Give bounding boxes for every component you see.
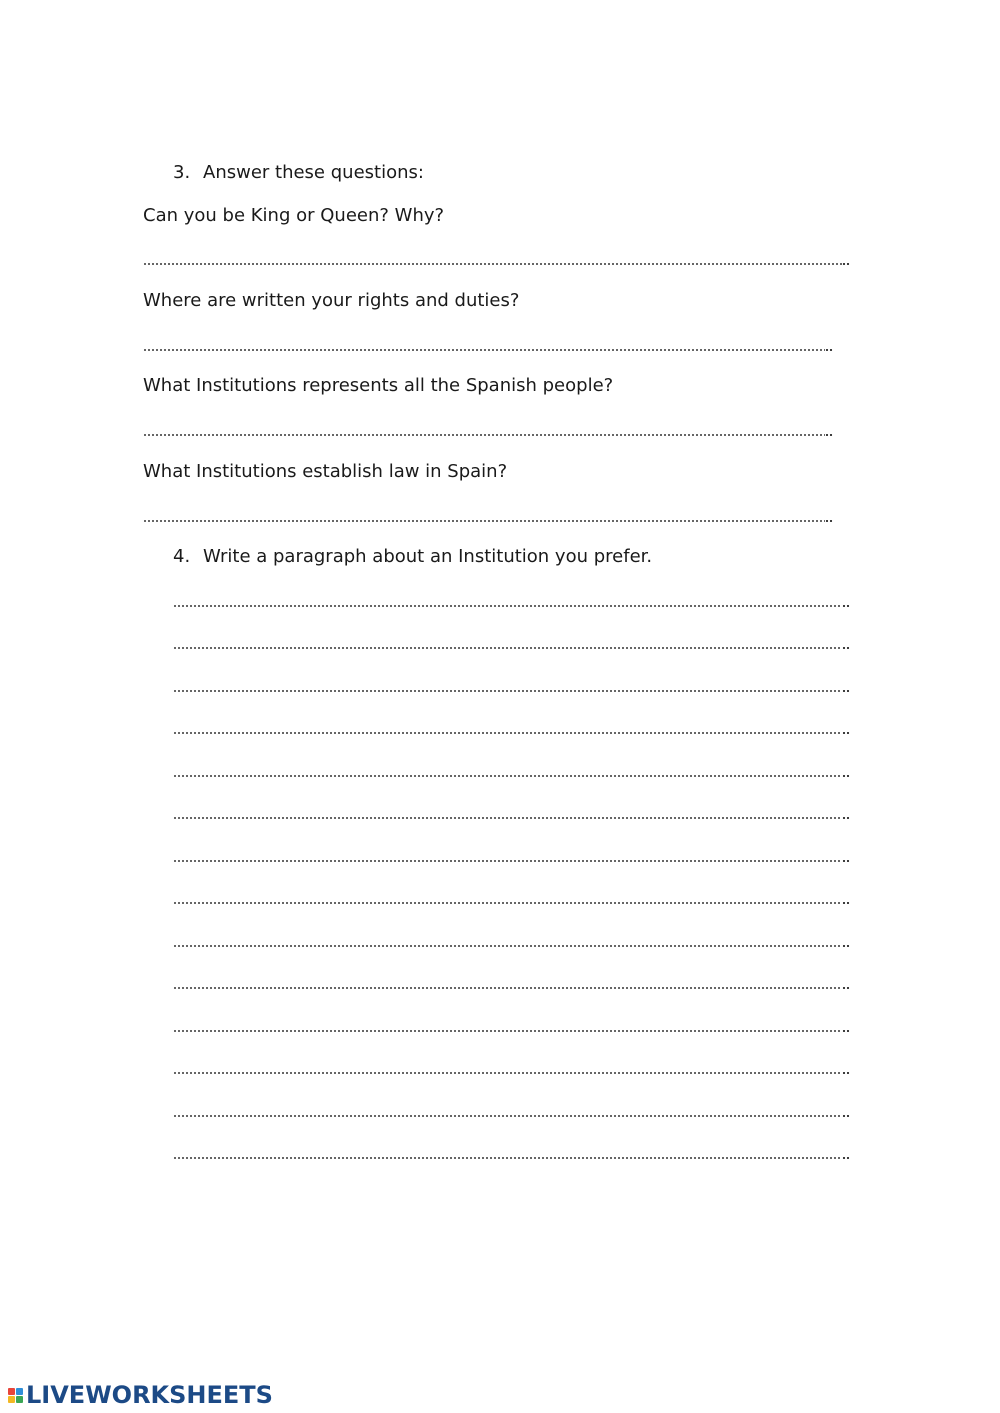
- paragraph-line[interactable]: [173, 721, 850, 735]
- paragraph-line[interactable]: [173, 679, 850, 693]
- logo-mark-icon: [8, 1388, 23, 1403]
- question-4: What Institutions establish law in Spain?: [143, 461, 508, 482]
- answer-line-2[interactable]: [143, 338, 833, 352]
- answer-line-4[interactable]: [143, 509, 833, 523]
- paragraph-line[interactable]: [173, 594, 850, 608]
- section-3-heading: [173, 162, 424, 184]
- paragraph-line[interactable]: [173, 934, 850, 948]
- paragraph-line[interactable]: [173, 1061, 850, 1075]
- paragraph-line[interactable]: [173, 1104, 850, 1118]
- answer-line-1[interactable]: [143, 252, 850, 266]
- question-3: What Institutions represents all the Spanish people?: [143, 375, 614, 396]
- section-3-number: 3.: [173, 162, 191, 183]
- liveworksheets-logo: [8, 1381, 273, 1409]
- answer-line-3[interactable]: [143, 423, 833, 437]
- paragraph-line[interactable]: [173, 806, 850, 820]
- paragraph-line[interactable]: [173, 1146, 850, 1160]
- paragraph-line[interactable]: [173, 636, 850, 650]
- question-2: Where are written your rights and duties?: [143, 290, 520, 311]
- section-4-heading: [173, 546, 652, 568]
- paragraph-line[interactable]: [173, 764, 850, 778]
- paragraph-line[interactable]: [173, 1019, 850, 1033]
- section-4-title: Write a paragraph about an Institution you prefer.: [203, 546, 653, 567]
- section-4-number: 4.: [173, 546, 191, 567]
- section-3-title: Answer these questions:: [203, 162, 424, 183]
- paragraph-line[interactable]: [173, 891, 850, 905]
- brand-name: LIVEWORKSHEETS: [26, 1381, 273, 1409]
- paragraph-line[interactable]: [173, 849, 850, 863]
- question-1: Can you be King or Queen? Why?: [143, 205, 445, 226]
- paragraph-line[interactable]: [173, 976, 850, 990]
